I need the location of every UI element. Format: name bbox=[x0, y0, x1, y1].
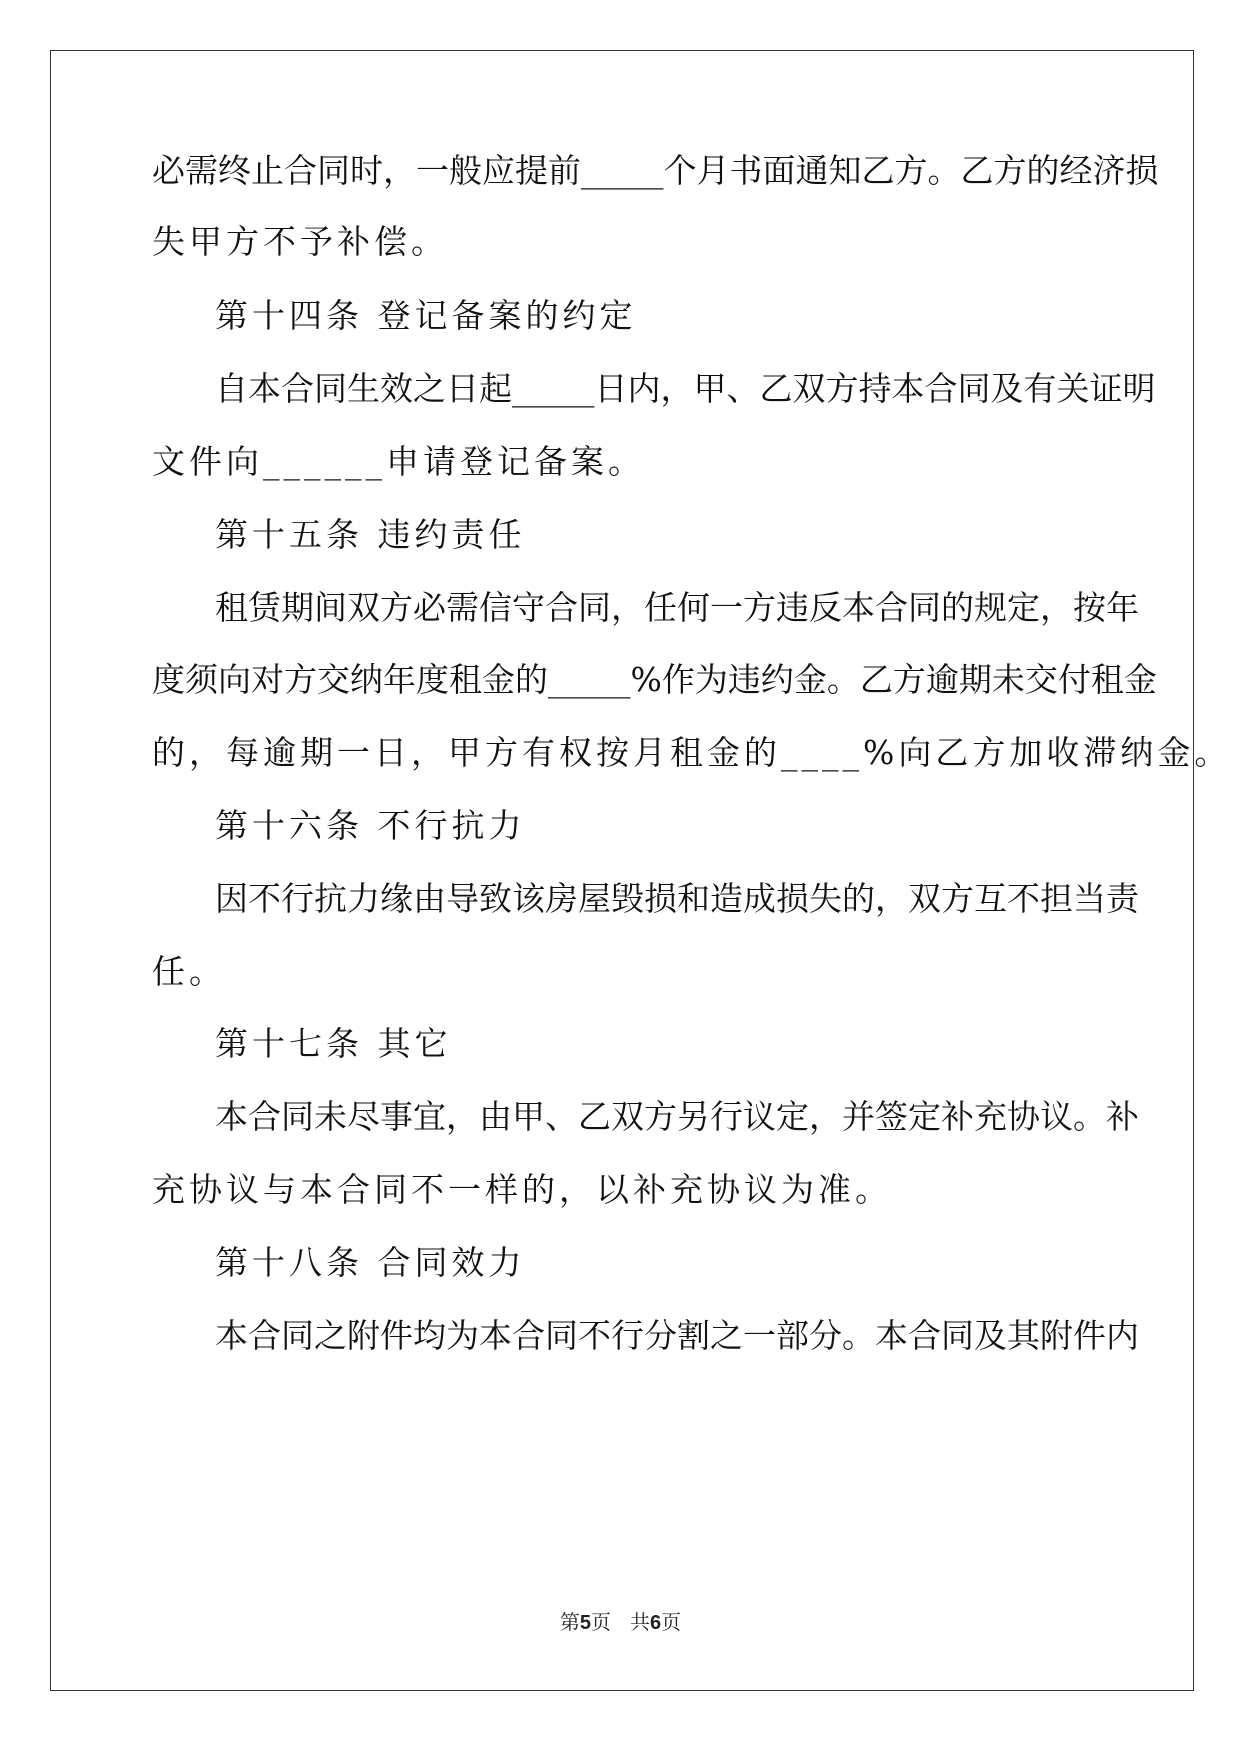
total-suffix: 页 bbox=[661, 1610, 682, 1634]
body-line: 本合同之附件均为本合同不行分割之一部分。本合同及其附件内 bbox=[215, 1316, 1139, 1355]
page-prefix: 第 bbox=[559, 1610, 580, 1634]
total-prefix: 共 bbox=[630, 1610, 651, 1634]
body-line: 本合同未尽事宜，由甲、乙双方另行议定，并签定补充协议。补 bbox=[215, 1097, 1139, 1136]
body-line: 度须向对方交纳年度租金的_____%作为违约金。乙方逾期未交付租金 bbox=[152, 660, 1157, 699]
body-line: 必需终止合同时，一般应提前_____个月书面通知乙方。乙方的经济损 bbox=[152, 151, 1159, 190]
body-line: 文件向______申请登记备案。 bbox=[152, 442, 645, 481]
body-line: 的，每逾期一日，甲方有权按月租金的____%向乙方加收滞纳金。 bbox=[152, 733, 1232, 772]
page-number: 5 bbox=[579, 1612, 591, 1634]
page-suffix: 页 bbox=[590, 1610, 611, 1634]
body-line: 租赁期间双方必需信守合同，任何一方违反本合同的规定，按年 bbox=[215, 588, 1139, 627]
body-line: 自本合同生效之日起_____日内，甲、乙双方持本合同及有关证明 bbox=[215, 369, 1156, 408]
section-heading: 第十七条 其它 bbox=[215, 1024, 452, 1063]
section-heading: 第十五条 违约责任 bbox=[215, 515, 526, 554]
section-heading: 第十八条 合同效力 bbox=[215, 1243, 526, 1282]
body-line: 失甲方不予补偿。 bbox=[152, 222, 448, 261]
body-line: 充协议与本合同不一样的，以补充协议为准。 bbox=[152, 1170, 892, 1209]
total-pages: 6 bbox=[650, 1612, 662, 1634]
section-heading: 第十六条 不行抗力 bbox=[215, 806, 526, 845]
body-line: 因不行抗力缘由导致该房屋毁损和造成损失的，双方互不担当责 bbox=[215, 879, 1139, 918]
section-heading: 第十四条 登记备案的约定 bbox=[215, 296, 637, 335]
page-footer bbox=[0, 1610, 1241, 1635]
body-line: 任。 bbox=[152, 952, 226, 991]
